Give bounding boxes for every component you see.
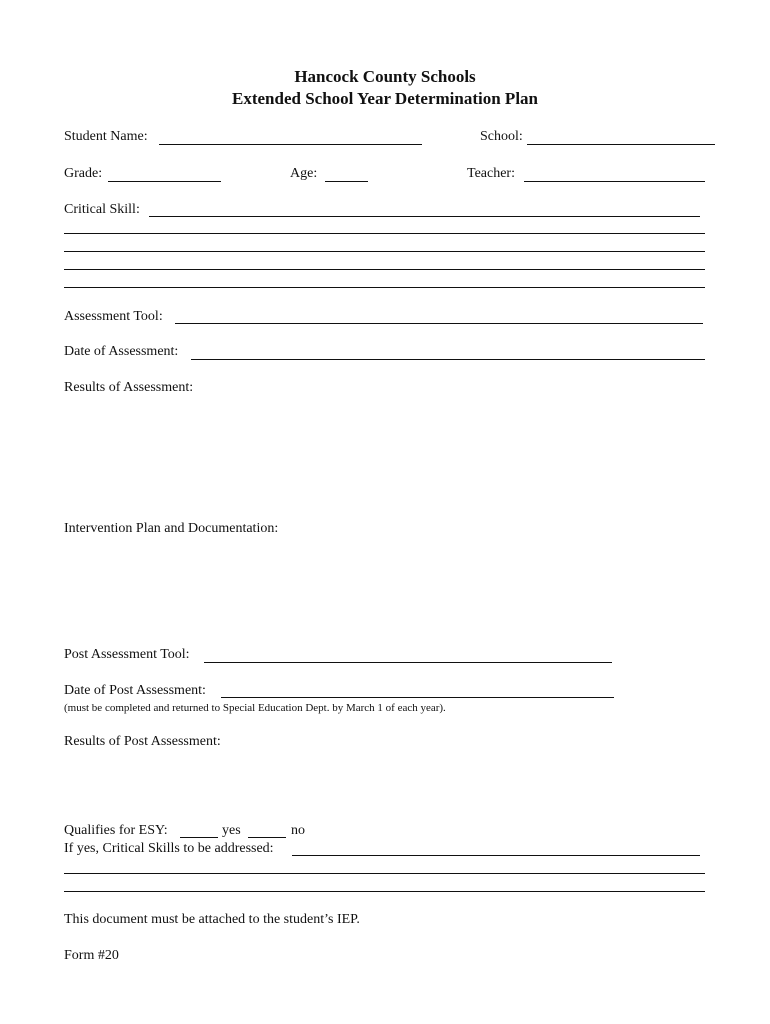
assessment-tool-label: Assessment Tool: [64,309,163,324]
post-assessment-tool-line[interactable] [204,662,612,663]
date-of-post-assessment-line[interactable] [221,697,614,698]
document-title: Hancock County Schools [294,67,476,86]
critical-skills-addressed-line[interactable] [64,873,705,874]
results-of-post-assessment-label: Results of Post Assessment: [64,734,221,749]
school-label: School: [480,129,523,144]
critical-skill-label: Critical Skill: [64,202,140,217]
qualifies-for-esy-label: Qualifies for ESY: [64,823,168,838]
iep-notice: This document must be attached to the student’s IEP. [64,912,360,927]
student-name-line[interactable] [159,144,422,145]
critical-skills-addressed-line[interactable] [64,891,705,892]
critical-skill-line[interactable] [64,269,705,270]
esy-no-line[interactable] [248,837,286,838]
teacher-label: Teacher: [467,166,515,181]
student-name-label: Student Name: [64,129,148,144]
teacher-line[interactable] [524,181,705,182]
assessment-tool-line[interactable] [175,323,703,324]
critical-skill-line[interactable] [64,233,705,234]
esy-yes-line[interactable] [180,837,218,838]
grade-label: Grade: [64,166,103,181]
post-assessment-tool-label: Post Assessment Tool: [64,647,190,662]
date-of-assessment-label: Date of Assessment: [64,344,179,359]
document-subtitle: Extended School Year Determination Plan [232,89,538,108]
date-of-post-assessment-label: Date of Post Assessment: [64,683,206,698]
age-label: Age: [290,166,318,181]
results-of-assessment-label: Results of Assessment: [64,380,194,395]
critical-skills-addressed-line[interactable] [292,855,700,856]
grade-line[interactable] [108,181,221,182]
critical-skill-line[interactable] [64,287,705,288]
school-line[interactable] [527,144,715,145]
esy-yes-label: yes [222,823,241,838]
age-line[interactable] [325,181,368,182]
critical-skill-line[interactable] [149,216,700,217]
esy-no-label: no [291,823,305,838]
date-of-assessment-line[interactable] [191,359,705,360]
form-number: Form #20 [64,948,119,963]
critical-skill-line[interactable] [64,251,705,252]
intervention-plan-label: Intervention Plan and Documentation: [64,521,279,536]
post-assessment-note: (must be completed and returned to Special Education Dept. by March 1 of each year). [64,702,446,714]
critical-skills-addressed-label: If yes, Critical Skills to be addressed: [64,841,274,856]
